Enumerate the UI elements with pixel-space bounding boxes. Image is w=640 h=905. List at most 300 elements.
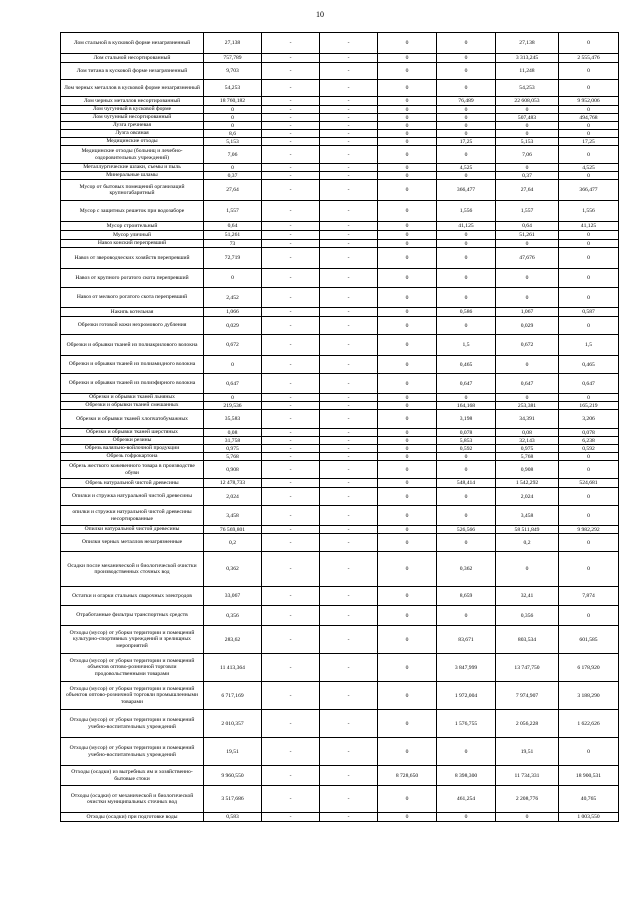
value-cell: 165,219 <box>559 402 619 410</box>
value-cell: 0,362 <box>437 552 496 587</box>
value-cell: 0 <box>378 738 437 766</box>
value-cell: 3,206 <box>559 410 619 429</box>
value-cell: 0,592 <box>559 445 619 453</box>
value-cell: - <box>262 80 320 97</box>
value-cell: 0 <box>559 80 619 97</box>
waste-name-cell: Лузга гречневая <box>61 122 204 130</box>
table-row <box>61 453 619 461</box>
value-cell: 0 <box>559 269 619 288</box>
value-cell: 0 <box>378 308 437 317</box>
table-row <box>61 534 619 552</box>
value-cell: - <box>262 461 320 479</box>
value-cell: 5,768 <box>496 453 559 461</box>
waste-name-cell: Обрезки и обрывки тканей шерстяных <box>61 429 204 437</box>
table-row <box>61 813 619 822</box>
value-cell: 19,51 <box>204 738 262 766</box>
value-cell: 1,066 <box>204 308 262 317</box>
value-cell: 0 <box>378 130 437 138</box>
value-cell: 0,592 <box>437 445 496 453</box>
value-cell: 0 <box>378 122 437 130</box>
value-cell: - <box>262 710 320 738</box>
value-cell: 757,789 <box>204 54 262 63</box>
value-cell: 0 <box>378 180 437 201</box>
waste-name-cell: Отходы (мусор) от уборки территории и помещений культурно-спортивных учреждений и зрелищных мероприятий <box>61 626 204 654</box>
value-cell: 0 <box>437 269 496 288</box>
value-cell: 34,391 <box>496 410 559 429</box>
value-cell: 0,587 <box>559 308 619 317</box>
value-cell: 0 <box>559 488 619 506</box>
waste-name-cell: Лом черных металлов несортированный <box>61 97 204 106</box>
value-cell: 11,248 <box>496 63 559 80</box>
value-cell: 40,765 <box>559 786 619 813</box>
value-cell: 0,465 <box>559 356 619 374</box>
value-cell: 2,452 <box>204 288 262 308</box>
table-row <box>61 394 619 402</box>
value-cell: 2 056,228 <box>496 710 559 738</box>
value-cell: - <box>262 445 320 453</box>
value-cell: 0 <box>378 33 437 54</box>
value-cell: 8 728,650 <box>378 766 437 786</box>
value-cell: 0 <box>204 122 262 130</box>
value-cell: - <box>320 63 378 80</box>
waste-name-cell: Отходы (мусор) от уборки территории и помещений объектов оптово-розничной торговли продовольственными товарами <box>61 654 204 682</box>
value-cell: 5,853 <box>437 437 496 445</box>
value-cell: 0 <box>204 269 262 288</box>
value-cell: 601,585 <box>559 626 619 654</box>
waste-name-cell: Лом титана в кусковой форме незагрязненный <box>61 63 204 80</box>
value-cell: 0 <box>378 461 437 479</box>
value-cell: 54,253 <box>204 80 262 97</box>
value-cell: - <box>262 33 320 54</box>
value-cell: 366,477 <box>559 180 619 201</box>
waste-name-cell: Мусор строительный <box>61 222 204 231</box>
value-cell: 58 511,849 <box>496 526 559 534</box>
value-cell: 0 <box>378 335 437 356</box>
value-cell: 2,024 <box>204 488 262 506</box>
value-cell: 0 <box>204 356 262 374</box>
waste-name-cell: Лом чугунный несортированный <box>61 114 204 122</box>
value-cell: 35,583 <box>204 410 262 429</box>
value-cell: - <box>262 269 320 288</box>
table-row <box>61 552 619 587</box>
value-cell: 0 <box>559 552 619 587</box>
value-cell: - <box>320 54 378 63</box>
value-cell: 0 <box>378 534 437 552</box>
value-cell: - <box>320 710 378 738</box>
value-cell: - <box>320 33 378 54</box>
value-cell: - <box>262 488 320 506</box>
value-cell: 5,153 <box>204 138 262 146</box>
value-cell: 5,153 <box>496 138 559 146</box>
value-cell: 0 <box>437 394 496 402</box>
value-cell: 1,557 <box>204 201 262 222</box>
value-cell: 0 <box>559 33 619 54</box>
value-cell: 0,586 <box>437 308 496 317</box>
waste-name-cell: Обрезки и обрывки тканей из полиамидного волокна <box>61 356 204 374</box>
value-cell: - <box>320 786 378 813</box>
waste-name-cell: Отходы (осадки) при подготовке воды <box>61 813 204 822</box>
value-cell: 0 <box>496 813 559 822</box>
waste-name-cell: Обрезки и обрывки тканей смешанных <box>61 402 204 410</box>
value-cell: 3,198 <box>437 410 496 429</box>
value-cell: 2 208,776 <box>496 786 559 813</box>
value-cell: - <box>320 429 378 437</box>
value-cell: 1 542,292 <box>496 479 559 488</box>
value-cell: 0 <box>437 738 496 766</box>
value-cell: 0 <box>378 288 437 308</box>
value-cell: - <box>320 130 378 138</box>
value-cell: - <box>262 180 320 201</box>
value-cell: 0 <box>378 626 437 654</box>
value-cell: 51,261 <box>204 231 262 240</box>
value-cell: - <box>262 356 320 374</box>
value-cell: - <box>262 453 320 461</box>
value-cell: 283,62 <box>204 626 262 654</box>
value-cell: 0 <box>559 738 619 766</box>
value-cell: 0,37 <box>496 172 559 180</box>
value-cell: 1,556 <box>559 201 619 222</box>
waste-name-cell: Обрезь валяльно-войлочной продукции <box>61 445 204 453</box>
value-cell: 0 <box>378 526 437 534</box>
table-row <box>61 180 619 201</box>
table-row <box>61 445 619 453</box>
table-row <box>61 488 619 506</box>
waste-name-cell: Отходы (осадки) из выгребных ям и хозяйственно-бытовые стоки <box>61 766 204 786</box>
table-row <box>61 356 619 374</box>
value-cell: 27,64 <box>204 180 262 201</box>
value-cell: - <box>262 231 320 240</box>
waste-name-cell: Мусор с защитных решеток при водозаборе <box>61 201 204 222</box>
value-cell: 51,261 <box>496 231 559 240</box>
table-row <box>61 97 619 106</box>
value-cell: 494,768 <box>559 114 619 122</box>
value-cell: 0 <box>378 222 437 231</box>
waste-name-cell: Навоз от крупного рогатого скота перепревший <box>61 269 204 288</box>
value-cell: - <box>262 437 320 445</box>
value-cell: 27,138 <box>496 33 559 54</box>
value-cell: 8 398,300 <box>437 766 496 786</box>
value-cell: 0,362 <box>204 552 262 587</box>
waste-name-cell: Обрезь натуральной чистой древесины <box>61 479 204 488</box>
value-cell: 0,078 <box>437 429 496 437</box>
table-row <box>61 429 619 437</box>
waste-name-cell: Минеральные шламы <box>61 172 204 180</box>
value-cell: - <box>320 410 378 429</box>
value-cell: 2,024 <box>496 488 559 506</box>
value-cell: - <box>262 682 320 710</box>
value-cell: 0 <box>437 146 496 164</box>
table-row <box>61 682 619 710</box>
value-cell: 0 <box>378 437 437 445</box>
table-row <box>61 374 619 394</box>
value-cell: 1,5 <box>559 335 619 356</box>
waste-name-cell: Навоз от звероводческих хозяйств перепревший <box>61 248 204 269</box>
table-row <box>61 506 619 526</box>
value-cell: 0 <box>378 488 437 506</box>
value-cell: 0 <box>437 114 496 122</box>
waste-name-cell: Лом стальной несортированный <box>61 54 204 63</box>
value-cell: - <box>320 682 378 710</box>
value-cell: 3,458 <box>496 506 559 526</box>
value-cell: 0 <box>204 114 262 122</box>
value-cell: - <box>262 164 320 172</box>
value-cell: 0 <box>437 130 496 138</box>
value-cell: - <box>262 138 320 146</box>
waste-name-cell: Навоз конский перепревший <box>61 240 204 248</box>
waste-name-cell: Медицинские отходы (больниц и лечебно-оздоровительных учреждений) <box>61 146 204 164</box>
value-cell: 0,908 <box>204 461 262 479</box>
value-cell: 0 <box>378 138 437 146</box>
value-cell: 0 <box>378 114 437 122</box>
value-cell: 1 576,755 <box>437 710 496 738</box>
value-cell: 0 <box>378 269 437 288</box>
value-cell: 0,078 <box>559 429 619 437</box>
value-cell: 0 <box>204 106 262 114</box>
table-row <box>61 786 619 813</box>
value-cell: - <box>320 587 378 606</box>
value-cell: - <box>262 222 320 231</box>
value-cell: - <box>262 479 320 488</box>
value-cell: 164,168 <box>437 402 496 410</box>
waste-table <box>60 32 619 822</box>
value-cell: 0 <box>559 394 619 402</box>
waste-name-cell: Отработанные фильтры транспортных средств <box>61 606 204 626</box>
value-cell: 0 <box>378 80 437 97</box>
value-cell: 6,238 <box>559 437 619 445</box>
value-cell: - <box>320 172 378 180</box>
value-cell: 27,64 <box>496 180 559 201</box>
value-cell: 0 <box>378 506 437 526</box>
table-row <box>61 231 619 240</box>
value-cell: 0 <box>559 130 619 138</box>
value-cell: 83,671 <box>437 626 496 654</box>
value-cell: 0,465 <box>437 356 496 374</box>
table-row <box>61 164 619 172</box>
value-cell: 0,64 <box>204 222 262 231</box>
value-cell: 47,676 <box>496 248 559 269</box>
value-cell: 0,37 <box>204 172 262 180</box>
value-cell: - <box>262 63 320 80</box>
value-cell: - <box>320 248 378 269</box>
value-cell: - <box>262 240 320 248</box>
value-cell: 0 <box>378 106 437 114</box>
value-cell: 0,64 <box>496 222 559 231</box>
value-cell: - <box>262 172 320 180</box>
value-cell: 11 413,364 <box>204 654 262 682</box>
table-row <box>61 461 619 479</box>
value-cell: 0 <box>378 429 437 437</box>
value-cell: - <box>320 231 378 240</box>
value-cell: - <box>320 222 378 231</box>
value-cell: - <box>262 429 320 437</box>
value-cell: - <box>262 552 320 587</box>
value-cell: 0 <box>378 394 437 402</box>
value-cell: - <box>320 122 378 130</box>
value-cell: 9,703 <box>204 63 262 80</box>
table-row <box>61 710 619 738</box>
value-cell: 0 <box>559 453 619 461</box>
table-row <box>61 410 619 429</box>
value-cell: - <box>262 402 320 410</box>
value-cell: - <box>320 317 378 335</box>
value-cell: 6 717,169 <box>204 682 262 710</box>
value-cell: - <box>262 410 320 429</box>
value-cell: 0 <box>437 461 496 479</box>
table-row <box>61 54 619 63</box>
value-cell: 0 <box>378 587 437 606</box>
value-cell: 3 188,290 <box>559 682 619 710</box>
value-cell: 7 974,907 <box>496 682 559 710</box>
value-cell: 0 <box>496 240 559 248</box>
value-cell: - <box>262 114 320 122</box>
value-cell: 5,768 <box>204 453 262 461</box>
table-row <box>61 248 619 269</box>
value-cell: - <box>320 201 378 222</box>
value-cell: - <box>262 54 320 63</box>
value-cell: 0 <box>437 606 496 626</box>
value-cell: 0 <box>378 445 437 453</box>
value-cell: 11 734,331 <box>496 766 559 786</box>
waste-name-cell: Лом чугунный в кусковой форме <box>61 106 204 114</box>
value-cell: 9 960,550 <box>204 766 262 786</box>
value-cell: - <box>320 552 378 587</box>
value-cell: - <box>320 445 378 453</box>
value-cell: 0 <box>559 146 619 164</box>
value-cell: 0 <box>378 201 437 222</box>
value-cell: 9 952,006 <box>559 97 619 106</box>
table-row <box>61 222 619 231</box>
page-number: 10 <box>316 10 324 19</box>
value-cell: - <box>320 488 378 506</box>
table-row <box>61 437 619 445</box>
value-cell: - <box>262 122 320 130</box>
value-cell: - <box>320 356 378 374</box>
table-row <box>61 402 619 410</box>
value-cell: 0 <box>378 813 437 822</box>
waste-name-cell: опилки и стружки натуральной чистой древесины несортированные <box>61 506 204 526</box>
value-cell: 0 <box>378 410 437 429</box>
waste-name-cell: Обрезь гофрокартона <box>61 453 204 461</box>
table-row <box>61 122 619 130</box>
value-cell: 0,908 <box>496 461 559 479</box>
table-row <box>61 335 619 356</box>
value-cell: - <box>320 97 378 106</box>
value-cell: 0 <box>496 269 559 288</box>
value-cell: 0 <box>378 786 437 813</box>
value-cell: 2 555,476 <box>559 54 619 63</box>
value-cell: 219,536 <box>204 402 262 410</box>
waste-name-cell: Обрезки и обрывки тканей льняных <box>61 394 204 402</box>
value-cell: 0 <box>378 356 437 374</box>
value-cell: 253,381 <box>496 402 559 410</box>
value-cell: 3,458 <box>204 506 262 526</box>
value-cell: 461,254 <box>437 786 496 813</box>
value-cell: 3 517,686 <box>204 786 262 813</box>
table-row <box>61 130 619 138</box>
value-cell: - <box>320 654 378 682</box>
value-cell: 0,975 <box>204 445 262 453</box>
value-cell: 0 <box>378 54 437 63</box>
value-cell: 22 608,053 <box>496 97 559 106</box>
value-cell: 0,029 <box>496 317 559 335</box>
value-cell: 0 <box>496 122 559 130</box>
waste-name-cell: Отходы (мусор) от уборки территории и помещений учебно-воспитательных учреждений <box>61 710 204 738</box>
value-cell: 19,51 <box>496 738 559 766</box>
waste-name-cell: Металлургические шлаки, съемы и пыль <box>61 164 204 172</box>
table-row <box>61 479 619 488</box>
value-cell: 0 <box>559 106 619 114</box>
waste-name-cell: Лузга овсяная <box>61 130 204 138</box>
value-cell: 507,483 <box>496 114 559 122</box>
value-cell: 0 <box>378 231 437 240</box>
table-row <box>61 138 619 146</box>
waste-name-cell: Навоз от мелкого рогатого скота перепревший <box>61 288 204 308</box>
value-cell: 0 <box>437 317 496 335</box>
value-cell: 0,647 <box>204 374 262 394</box>
value-cell: 0 <box>378 97 437 106</box>
table-row <box>61 114 619 122</box>
value-cell: 3 313,245 <box>496 54 559 63</box>
value-cell: - <box>320 626 378 654</box>
value-cell: 0 <box>437 80 496 97</box>
value-cell: 0 <box>378 606 437 626</box>
table-row <box>61 80 619 97</box>
value-cell: 0 <box>496 394 559 402</box>
value-cell: 12 478,733 <box>204 479 262 488</box>
value-cell: 0 <box>559 461 619 479</box>
table-row <box>61 606 619 626</box>
value-cell: 0 <box>437 506 496 526</box>
value-cell: - <box>320 308 378 317</box>
value-cell: - <box>262 146 320 164</box>
waste-name-cell: Мусор уличный <box>61 231 204 240</box>
value-cell: 1,067 <box>496 308 559 317</box>
table-row <box>61 317 619 335</box>
waste-name-cell: Обрезки и обрывки тканей хлопчатобумажных <box>61 410 204 429</box>
value-cell: - <box>320 114 378 122</box>
value-cell: 31,758 <box>204 437 262 445</box>
value-cell: - <box>320 80 378 97</box>
value-cell: - <box>262 506 320 526</box>
value-cell: 0 <box>437 54 496 63</box>
waste-name-cell: Опилки и стружка натуральной чистой древесины <box>61 488 204 506</box>
value-cell: - <box>320 335 378 356</box>
value-cell: 0 <box>378 402 437 410</box>
value-cell: - <box>320 164 378 172</box>
value-cell: - <box>262 526 320 534</box>
value-cell: - <box>320 437 378 445</box>
value-cell: - <box>320 106 378 114</box>
waste-name-cell: Лом черных металлов в кусковой форме незагрязненный <box>61 80 204 97</box>
value-cell: 8,6 <box>204 130 262 138</box>
value-cell: - <box>320 374 378 394</box>
value-cell: 0 <box>559 248 619 269</box>
waste-name-cell: Отходы (мусор) от уборки территории и помещений объектов оптово-розничной торговли промышленными товарами <box>61 682 204 710</box>
value-cell: 0,647 <box>559 374 619 394</box>
value-cell: 0 <box>378 63 437 80</box>
value-cell: - <box>320 269 378 288</box>
value-cell: 32,143 <box>496 437 559 445</box>
value-cell: 0,672 <box>496 335 559 356</box>
value-cell: 0 <box>437 453 496 461</box>
waste-name-cell: Медицинские отходы <box>61 138 204 146</box>
value-cell: 0,356 <box>204 606 262 626</box>
value-cell: - <box>262 394 320 402</box>
value-cell: 1,557 <box>496 201 559 222</box>
value-cell: - <box>262 626 320 654</box>
table-row <box>61 738 619 766</box>
value-cell: 33,067 <box>204 587 262 606</box>
